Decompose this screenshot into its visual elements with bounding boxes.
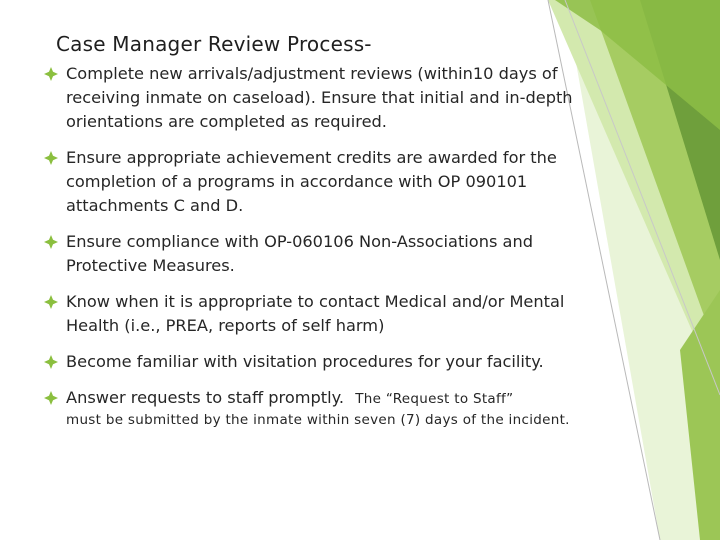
- bullet-note-inline: The “Request to Staff”: [355, 391, 514, 407]
- bullet-item: [44, 146, 574, 218]
- bullet-text: Ensure appropriate achievement credits are awarded for the completion of a programs in accordance with OP 090101 attachments C and D.: [66, 148, 557, 215]
- bullet-item: [44, 230, 574, 278]
- bullet-list: [44, 62, 574, 430]
- bullet-text: Answer requests to staff promptly.: [66, 388, 345, 407]
- checkmark-diamond-icon: [44, 355, 58, 369]
- checkmark-diamond-icon: [44, 235, 58, 249]
- checkmark-diamond-icon: [44, 67, 58, 81]
- bullet-text: Complete new arrivals/adjustment reviews (within10 days of receiving inmate on caseload). Ensure that initial and in-depth orientations are completed as required.: [66, 64, 573, 131]
- checkmark-diamond-icon: [44, 151, 58, 165]
- bullet-text: Know when it is appropriate to contact Medical and/or Mental Health (i.e., PREA, reports of self harm): [66, 292, 565, 335]
- bullet-item: [44, 350, 574, 374]
- bullet-item: [44, 290, 574, 338]
- bullet-note-continued: must be submitted by the inmate within seven (7) days of the incident.: [66, 412, 570, 428]
- checkmark-diamond-icon: [44, 391, 58, 405]
- checkmark-diamond-icon: [44, 295, 58, 309]
- bullet-text: Become familiar with visitation procedures for your facility.: [66, 352, 544, 371]
- bullet-text: Ensure compliance with OP-060106 Non-Associations and Protective Measures.: [66, 232, 533, 275]
- slide-title: Case Manager Review Process-: [56, 32, 372, 56]
- bullet-item: [44, 62, 574, 134]
- bullet-item: [44, 386, 574, 430]
